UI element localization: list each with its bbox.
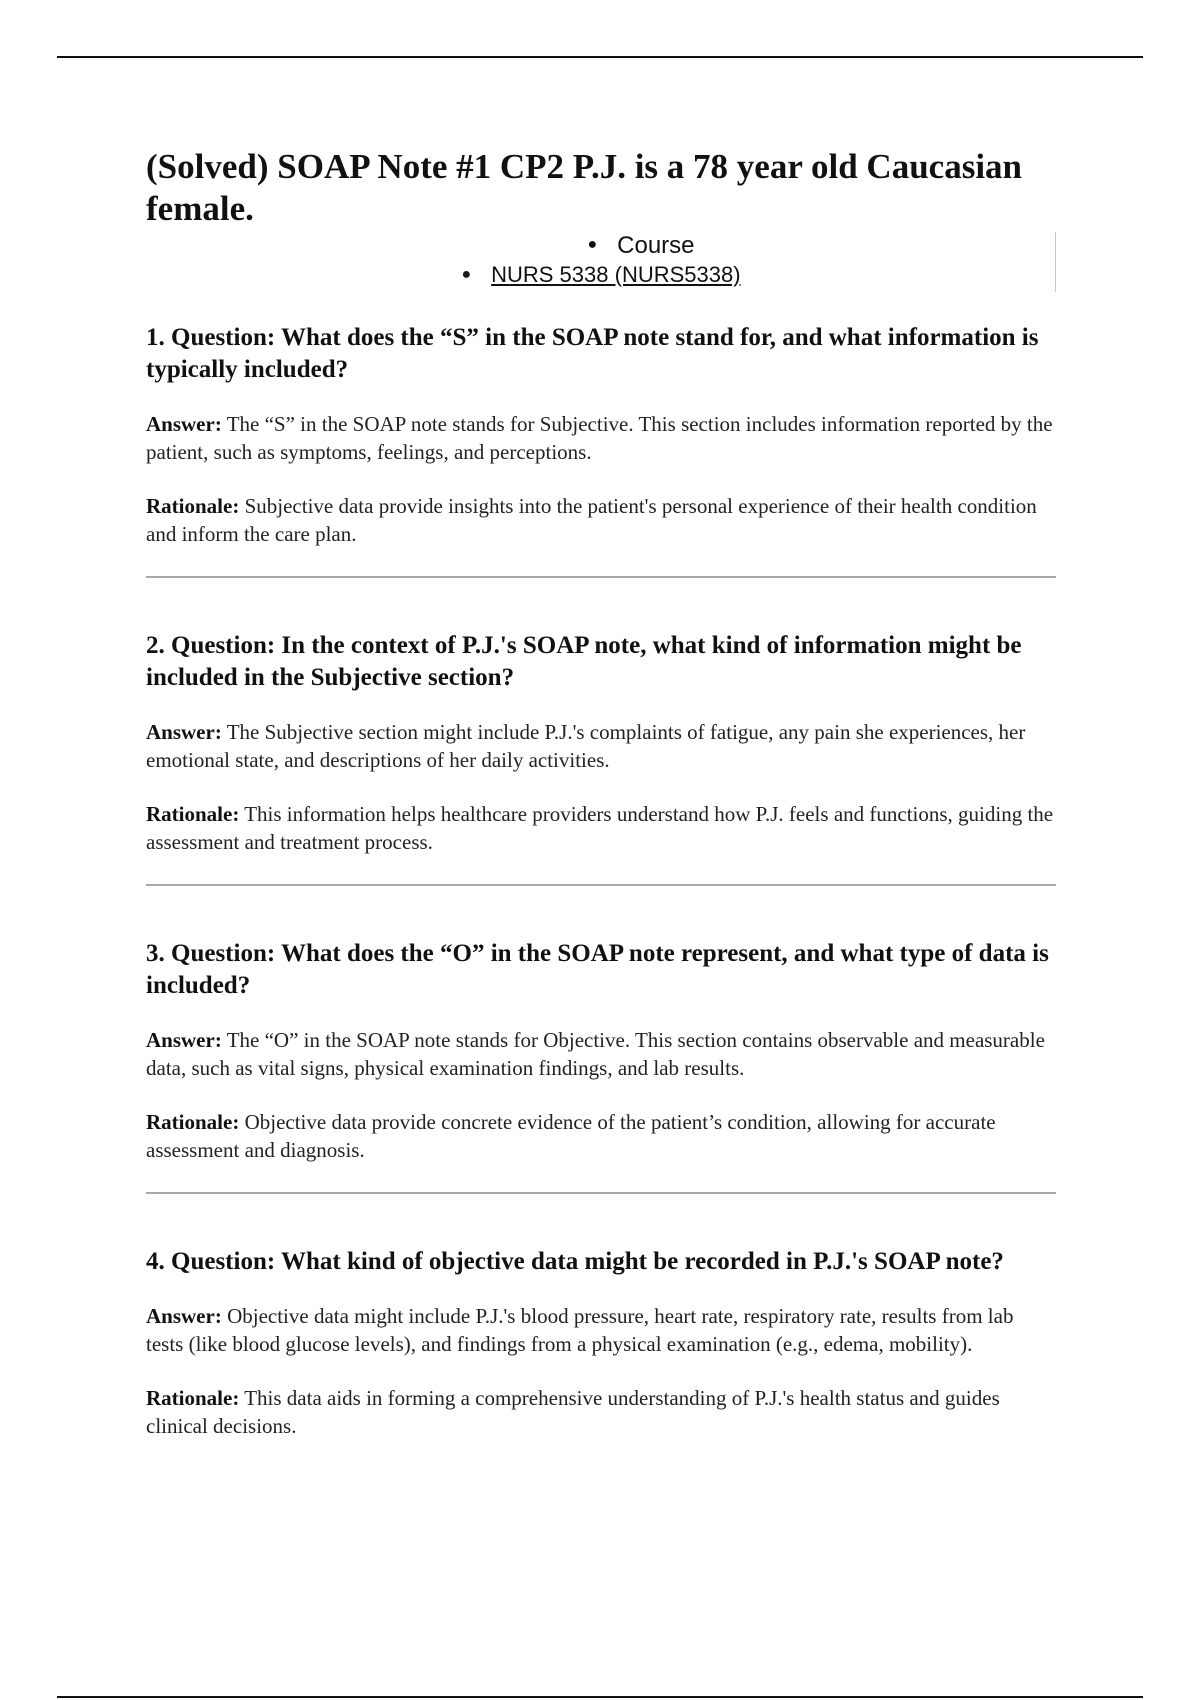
answer-2 — [146, 718, 1056, 774]
answer-label: Answer: — [146, 1304, 222, 1328]
question-3: 3. Question: What does the “O” in the SOAP note represent, and what type of data is included? — [146, 940, 1049, 999]
section-divider — [146, 884, 1056, 886]
answer-label: Answer: — [146, 720, 222, 744]
question-1: 1. Question: What does the “S” in the SOAP note stand for, and what information is typically included? — [146, 324, 1039, 383]
section-divider — [146, 576, 1056, 578]
qa-item-3 — [146, 938, 1056, 1164]
course-link[interactable]: NURS 5338 (NURS5338) — [491, 261, 741, 287]
rationale-4 — [146, 1384, 1056, 1440]
answer-label: Answer: — [146, 412, 222, 436]
rationale-label: Rationale: — [146, 802, 240, 826]
answer-text: The “O” in the SOAP note stands for Objective. This section contains observable and measurable data, such as vital signs, physical examination findings, and lab results. — [146, 1028, 1045, 1080]
page-top-rule — [57, 56, 1143, 58]
document-title: (Solved) SOAP Note #1 CP2 P.J. is a 78 year old Caucasian female. — [146, 147, 1023, 228]
rationale-label: Rationale: — [146, 1386, 240, 1410]
rationale-text: Subjective data provide insights into the patient's personal experience of their health condition and inform the care plan. — [146, 494, 1037, 546]
question-4: 4. Question: What kind of objective data might be recorded in P.J.'s SOAP note? — [146, 1248, 1004, 1275]
page-bottom-rule — [57, 1696, 1143, 1698]
rationale-3 — [146, 1108, 1056, 1164]
document-body — [146, 146, 1056, 1440]
bullet-icon: ● — [461, 266, 472, 284]
qa-item-2 — [146, 630, 1056, 856]
course-list — [146, 232, 1056, 289]
course-item — [146, 232, 1056, 261]
rationale-label: Rationale: — [146, 1110, 240, 1134]
course-meta — [146, 232, 1056, 292]
qa-item-4 — [146, 1246, 1056, 1440]
rationale-2 — [146, 800, 1056, 856]
rationale-text: Objective data provide concrete evidence of the patient’s condition, allowing for accurate assessment and diagnosis. — [146, 1110, 996, 1162]
answer-3 — [146, 1026, 1056, 1082]
rationale-1 — [146, 492, 1056, 548]
answer-4 — [146, 1302, 1056, 1358]
qa-item-1 — [146, 322, 1056, 548]
course-label: Course — [617, 232, 695, 259]
question-2: 2. Question: In the context of P.J.'s SOAP note, what kind of information might be included in the Subjective section? — [146, 632, 1022, 691]
rationale-label: Rationale: — [146, 494, 240, 518]
answer-label: Answer: — [146, 1028, 222, 1052]
answer-text: Objective data might include P.J.'s blood pressure, heart rate, respiratory rate, results from lab tests (like blood glucose levels), and findings from a physical examination (e.g., edema, mobility). — [146, 1304, 1014, 1356]
bullet-icon: ● — [587, 235, 598, 253]
answer-text: The Subjective section might include P.J.'s complaints of fatigue, any pain she experiences, her emotional state, and descriptions of her daily activities. — [146, 720, 1026, 772]
answer-text: The “S” in the SOAP note stands for Subjective. This section includes information reported by the patient, such as symptoms, feelings, and perceptions. — [146, 412, 1053, 464]
answer-1 — [146, 410, 1056, 466]
course-link-item — [146, 261, 1056, 289]
rationale-text: This information helps healthcare providers understand how P.J. feels and functions, guiding the assessment and treatment process. — [146, 802, 1054, 854]
section-divider — [146, 1192, 1056, 1194]
rationale-text: This data aids in forming a comprehensive understanding of P.J.'s health status and guides clinical decisions. — [146, 1386, 1000, 1438]
